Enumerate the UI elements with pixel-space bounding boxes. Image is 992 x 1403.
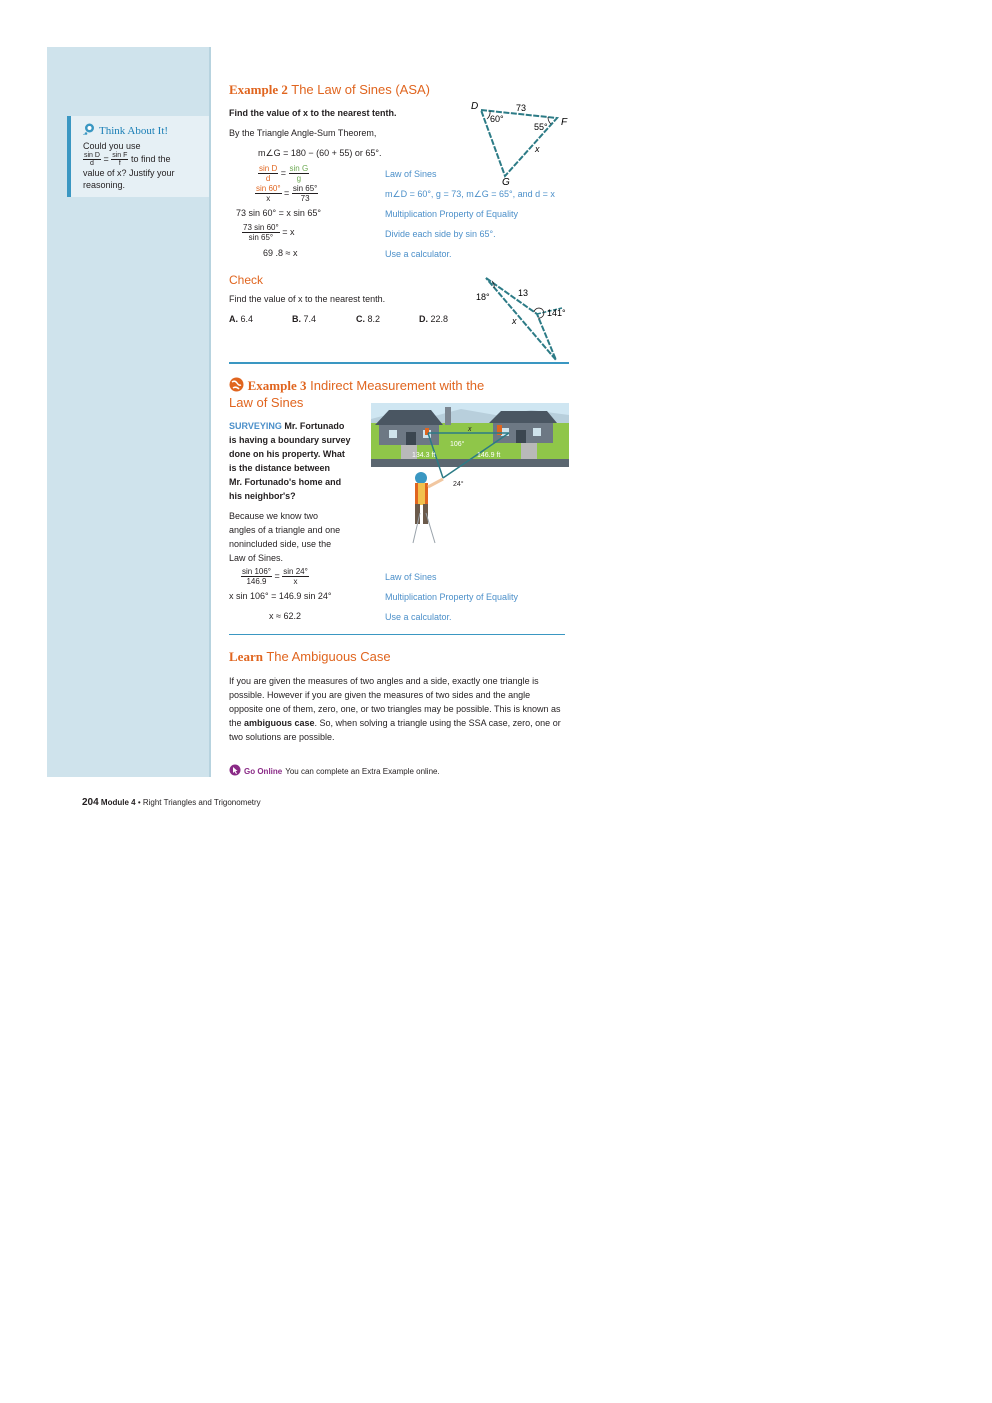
example-3-reason-3: Use a calculator. (385, 612, 452, 622)
think-about-it-box (67, 116, 209, 197)
example-2-intro: By the Triangle Angle-Sum Theorem, (229, 128, 377, 138)
learn-heading: Learn The Ambiguous Case (229, 649, 391, 664)
example-3-step-1: $\frac{\sin 106^\circ}{146.9}$ = $\frac{\sin 24^\circ}{x}$ (242, 567, 308, 586)
example-2-step-6: 69 .8 ≈ x (263, 248, 298, 258)
example-2-step-4: 73 sin 60° = x sin 65° (236, 208, 321, 218)
example-2-reason-4: Multiplication Property of Equality (385, 209, 519, 219)
example-2-step-5: $\frac{73 \sin 60^\circ}{\sin 65^\circ}$ = x (243, 223, 295, 242)
example-2-step-1: m∠G = 180 − (60 + 55) or 65°. (258, 148, 382, 158)
check-side-x-label: x (512, 316, 517, 326)
survey-angle-24-label: 24° (453, 481, 464, 488)
vertex-f: F (561, 117, 568, 128)
example-3-step-2: x sin 106° = 146.9 sin 24° (229, 591, 332, 601)
surveyor-figure (413, 472, 443, 543)
example-2-reason-2: Law of Sines (385, 169, 437, 179)
check-option-b[interactable]: B. 7.4 (292, 314, 317, 324)
side-73-label: 73 (516, 103, 527, 113)
check-heading: Check (229, 273, 264, 287)
think-frac-2: $\frac{\text{sin F}}{f}$ (112, 152, 128, 167)
example-3-reason-1: Law of Sines (385, 572, 437, 582)
check-option-c[interactable]: C. 8.2 (356, 314, 381, 324)
right-house (489, 411, 557, 443)
vertex-g: G (502, 177, 510, 188)
globe-icon (229, 377, 244, 395)
example-3-body: Because we know two angles of a triangle and one nonincluded side, use the Law of Sines. (229, 511, 341, 563)
example-2-step-3: $\frac{\sin 60^\circ}{x}$ = $\frac{\sin 65^\circ}{73}$ (256, 184, 318, 203)
survey-dist-right-label: 146.9 ft (477, 452, 501, 459)
example-2-step-2: $\frac{\text{sin D}}{d}$ = $\frac{\text{sin G}}{g}$ (259, 164, 309, 183)
check-angle-141-label: 141° (547, 308, 566, 318)
example-2-heading: Example 2 The Law of Sines (ASA) (229, 82, 430, 97)
go-online-link[interactable]: Go Online You can complete an Extra Example online. (229, 764, 440, 778)
think-body: Could you use $\frac{\text{sin D}}{d}$ = $\frac{\text{sin F}}{f}$ to find the value of x? Justify your reasoning. (83, 140, 205, 191)
learn-paragraph: If you are given the measures of two angles and a side, exactly one triangle is possible. However if you are given the measures of two sides and the angle opposite one of them, zero, one, or two triangles may be possible. This is known as the ambiguous case. So, when solving a triangle using the SSA case, zero, one or two solutions are possible. (229, 676, 561, 742)
section-divider-1 (229, 362, 569, 364)
section-divider-2 (229, 634, 565, 635)
example-3-step-3: x ≈ 62.2 (269, 611, 301, 621)
cursor-icon (229, 764, 241, 778)
example-3-heading: Example 3 Indirect Measurement with the Law of Sines (229, 378, 485, 410)
example-3-reason-2: Multiplication Property of Equality (385, 592, 519, 602)
angle-d-label: 60° (490, 114, 504, 124)
check-option-a[interactable]: A. 6.4 (229, 314, 254, 324)
side-x-label: x (535, 144, 540, 154)
think-equation: $\frac{\text{sin D}}{d}$ = $\frac{\text{sin F}}{f}$ to find the (84, 152, 171, 167)
sidebar-divider (209, 47, 211, 777)
vertex-d: D (471, 101, 479, 112)
thought-bubble-icon (83, 123, 96, 138)
example-2-reason-6: Use a calculator. (385, 249, 452, 259)
example-2-prompt: Find the value of x to the nearest tenth. (229, 108, 397, 118)
survey-angle-106-label: 106° (450, 441, 465, 448)
check-triangle-figure (470, 272, 570, 364)
example-2-reason-3: m∠D = 60°, g = 73, m∠G = 65°, and d = x (385, 189, 555, 199)
think-frac-1: $\frac{\text{sin D}}{d}$ (84, 152, 100, 167)
check-option-d[interactable]: D. 22.8 (419, 314, 449, 324)
think-accent-bar (67, 116, 71, 197)
page-footer: 204 Module 4 • Right Triangles and Trigonometry (82, 797, 261, 808)
survey-x-label: x (468, 426, 472, 433)
example-2-reason-5: Divide each side by sin 65°. (385, 229, 496, 239)
check-prompt: Find the value of x to the nearest tenth. (229, 294, 386, 304)
left-house (375, 410, 443, 445)
check-angle-18-label: 18° (476, 292, 490, 302)
survey-illustration (371, 403, 569, 548)
example-3-question: SURVEYING Mr. Fortunado is having a boundary survey done on his property. What is the distance between Mr. Fortunado's home and his neighbor's? (229, 421, 351, 501)
triangle-dfg-figure (468, 98, 578, 188)
check-side-13-label: 13 (518, 288, 529, 298)
think-title: Think About It! (83, 123, 168, 138)
survey-dist-left-label: 134.3 ft (412, 452, 436, 459)
angle-f-label: 55° (534, 122, 548, 132)
